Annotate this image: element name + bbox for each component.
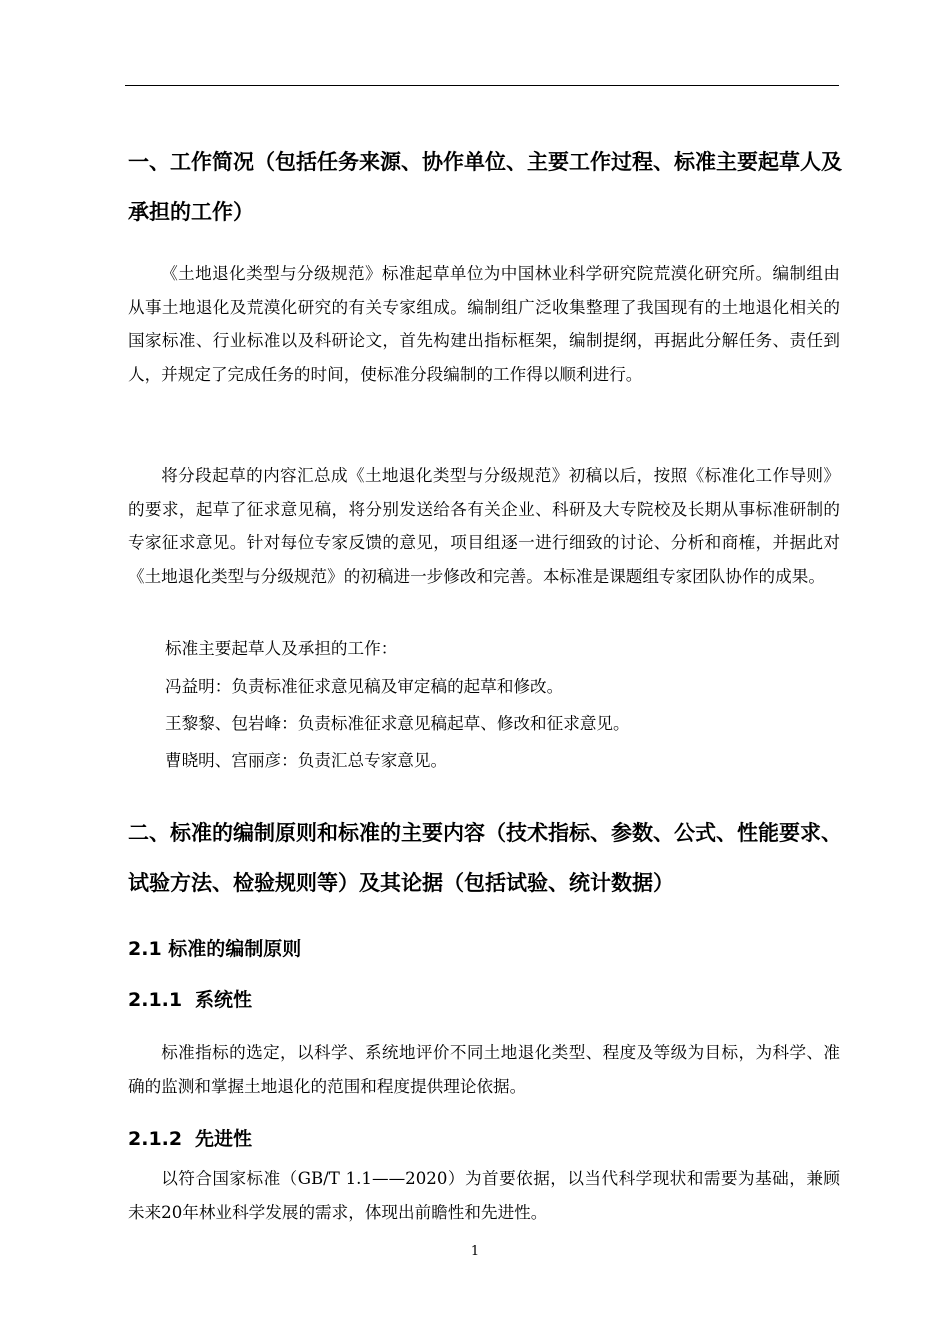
section-1-paragraph-2: 将分段起草的内容汇总成《土地退化类型与分级规范》初稿以后，按照《标准化工作导则》的要求，起草了征求意见稿，将分别发送给各有关企业、科研及大专院校及长期从事标准研制的专家征求意见。针对每位专家反馈的意见，项目组逐一进行细致的讨论、分析和商榷，并据此对《土地退化类型与分级规范》的初稿进一步修改和完善。本标准是课题组专家团队协作的成果。 [128,466,840,586]
section-2-heading: 二、标准的编制原则和标准的主要内容（技术指标、参数、公式、性能要求、试验方法、检验规则等）及其论据（包括试验、统计数据） [128,821,842,895]
subsection-2-1-heading: 2.1 标准的编制原则 [128,938,302,960]
section-1-paragraph-1: 《土地退化类型与分级规范》标准起草单位为中国林业科学研究院荒漠化研究所。编制组由从事土地退化及荒漠化研究的有关专家组成。编制组广泛收集整理了我国现有的土地退化相关的国家标准、行业标准以及科研论文，首先构建出指标框架，编制提纲，再据此分解任务、责任到人，并规定了完成任务的时间，使标准分段编制的工作得以顺利进行。 [128,264,840,384]
section-title: 先进性 [195,1128,253,1150]
subsection-2-1-2-heading [128,1125,252,1153]
section-number: 2.1.2 [128,1128,183,1150]
drafters-intro: 标准主要起草人及承担的工作： [165,639,398,658]
page-number: 1 [470,1244,480,1259]
drafter-item: 冯益明：负责标准征求意见稿及审定稿的起草和修改。 [165,677,564,696]
subsection-2-1-1-text: 标准指标的选定，以科学、系统地评价不同土地退化类型、程度及等级为目标，为科学、准确的监测和掌握土地退化的范围和程度提供理论依据。 [128,1043,840,1096]
section-number: 2.1.1 [128,989,183,1011]
section-title: 系统性 [195,989,253,1011]
drafter-item: 王黎黎、包岩峰：负责标准征求意见稿起草、修改和征求意见。 [165,714,630,733]
header-rule [125,85,839,86]
subsection-2-1-1-heading [128,986,252,1014]
section-1-heading: 一、工作简况（包括任务来源、协作单位、主要工作过程、标准主要起草人及承担的工作） [128,150,842,224]
subsection-2-1-2-text: 以符合国家标准（GB/T 1.1——2020）为首要依据，以当代科学现状和需要为基础，兼顾未来20年林业科学发展的需求，体现出前瞻性和先进性。 [128,1169,840,1222]
drafter-item: 曹晓明、宫丽彦：负责汇总专家意见。 [165,751,448,770]
